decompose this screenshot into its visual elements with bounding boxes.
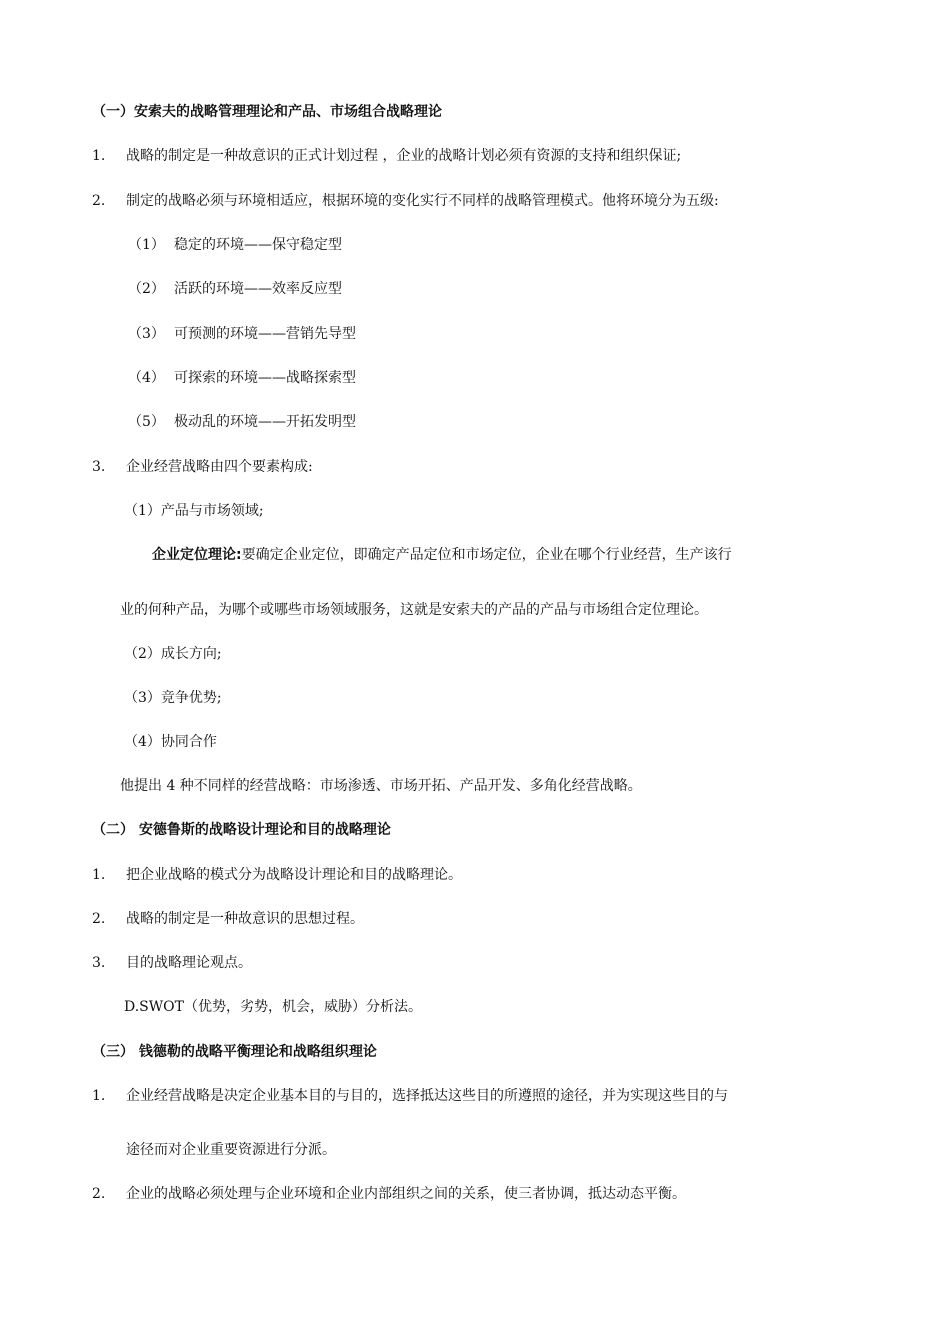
list-text: 活跃的环境——效率反应型 xyxy=(174,281,342,297)
positioning-text: 要确定企业定位，即确定产品定位和市场定位，企业在哪个行业经营，生产该行 xyxy=(241,547,732,563)
list-item xyxy=(128,280,342,298)
list-number: （5） xyxy=(128,414,165,430)
list-text: 把企业战略的模式分为战略设计理论和目的战略理论。 xyxy=(126,867,462,883)
list-number: （2） xyxy=(128,281,165,297)
list-text: 战略的制定是一种故意识的正式计划过程 ，企业的战略计划必须有资源的支持和组织保证; xyxy=(126,148,682,164)
list-text: 企业的战略必须处理与企业环境和企业内部组织之间的关系，使三者协调，抵达动态平衡。 xyxy=(126,1186,686,1202)
list-text: 企业经营战略是决定企业基本目的与目的，选择抵达这些目的所遵照的途径，并为实现这些目的与 xyxy=(126,1088,728,1104)
list-text: 制定的战略必须与环境相适应，根据环境的变化实行不同样的战略管理模式。他将环境分为五级: xyxy=(126,193,719,209)
list-text: 可预测的环境——营销先导型 xyxy=(174,326,356,342)
list-number: （4） xyxy=(128,370,165,386)
list-item xyxy=(128,413,356,431)
list-number: 3. xyxy=(92,955,106,971)
list-text: 可探索的环境——战略探索型 xyxy=(174,370,356,386)
list-text: 目的战略理论观点。 xyxy=(126,955,252,971)
list-item xyxy=(92,458,313,476)
list-item xyxy=(92,1185,686,1203)
list-number: 2. xyxy=(92,193,106,209)
list-number: （3） xyxy=(128,326,165,342)
section-heading-3: （三） 钱德勒的战略平衡理论和战略组织理论 xyxy=(92,1044,377,1060)
element-item: （2）成长方向; xyxy=(124,646,222,662)
list-item xyxy=(92,910,364,928)
list-number: 1. xyxy=(92,148,106,164)
strategies-paragraph: 他提出 4 种不同样的经营战略：市场渗透、市场开拓、产品开发、多角化经营战略。 xyxy=(120,778,642,794)
positioning-paragraph-cont: 业的何种产品，为哪个或哪些市场领域服务，这就是安索夫的产品的产品与市场组合定位理论。 xyxy=(120,602,708,618)
list-item xyxy=(92,1087,728,1105)
list-number: 2. xyxy=(92,1186,106,1202)
list-text: 企业经营战略由四个要素构成: xyxy=(126,459,313,475)
list-item xyxy=(92,147,681,165)
list-text: 极动乱的环境——开拓发明型 xyxy=(174,414,356,430)
section-heading-1: （一）安索夫的战略管理理论和产品、市场组合战略理论 xyxy=(92,104,442,120)
list-item xyxy=(128,236,342,254)
list-number: 3. xyxy=(92,459,106,475)
list-item xyxy=(92,866,462,884)
list-number: 1. xyxy=(92,1088,106,1104)
swot-paragraph: D.SWOT（优势，劣势，机会，威胁）分析法。 xyxy=(124,999,422,1015)
list-item-cont: 途径而对企业重要资源进行分派。 xyxy=(126,1142,336,1158)
list-text: 稳定的环境——保守稳定型 xyxy=(174,237,342,253)
list-item xyxy=(128,325,356,343)
element-item: （4）协同合作 xyxy=(124,734,217,750)
section-heading-2: （二） 安德鲁斯的战略设计理论和目的战略理论 xyxy=(92,822,391,838)
list-number: （1） xyxy=(128,237,165,253)
positioning-paragraph xyxy=(152,546,732,564)
list-number: 1. xyxy=(92,867,106,883)
list-item xyxy=(128,369,356,387)
list-text: 战略的制定是一种故意识的思想过程。 xyxy=(126,911,364,927)
positioning-label: 企业定位理论: xyxy=(152,547,242,563)
element-item: （3）竞争优势; xyxy=(124,690,222,706)
list-number: 2. xyxy=(92,911,106,927)
element-item: （1）产品与市场领域; xyxy=(124,503,264,519)
list-item xyxy=(92,954,252,972)
list-item xyxy=(92,192,719,210)
